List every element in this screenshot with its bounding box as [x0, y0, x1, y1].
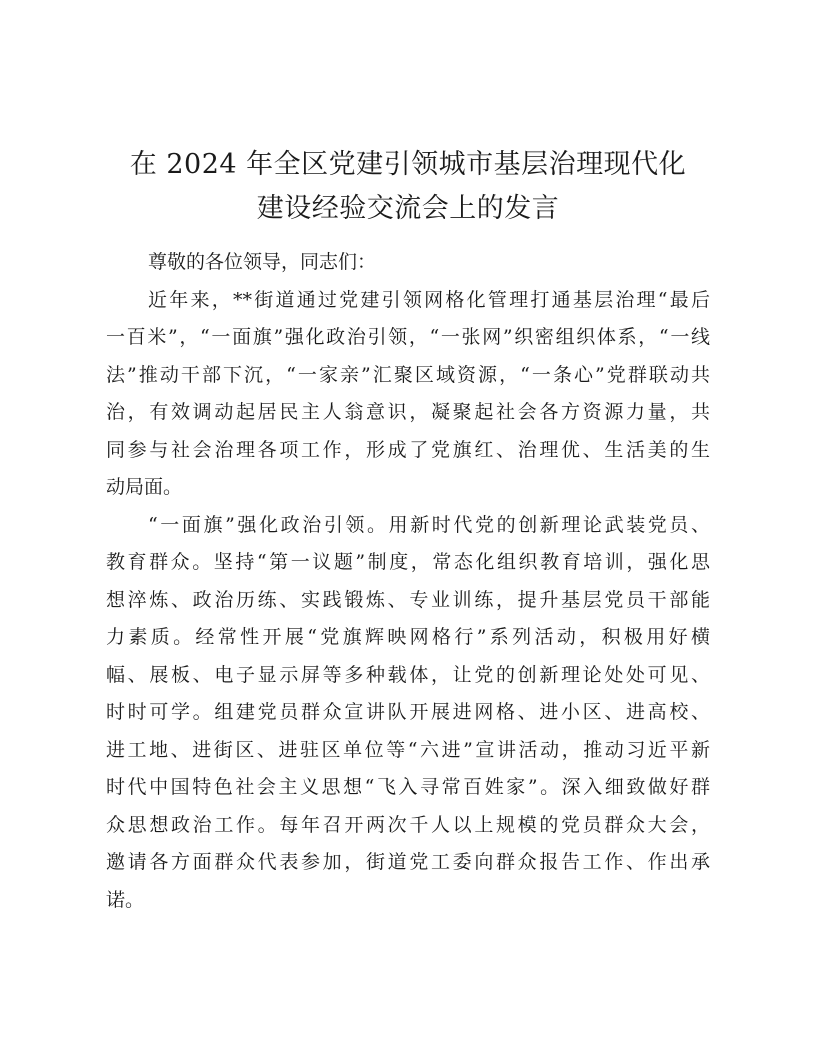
title-line-1: 在 2024 年全区党建引领城市基层治理现代化	[129, 149, 687, 180]
paragraph-line: 教育群众。坚持“第一议题”制度，常态化组织教育培训，强化思	[106, 551, 710, 573]
paragraph-line: 想淬炼、政治历练、实践锻炼、专业训练，提升基层党员干部能	[106, 588, 710, 611]
paragraph-line: 进工地、进街区、进驻区单位等“六进”宣讲活动，推动习近平新	[106, 738, 710, 761]
paragraph-line: 力素质。经常性开展“党旗辉映网格行”系列活动，积极用好横	[106, 626, 710, 648]
paragraph-line: 诺。	[106, 888, 145, 911]
salutation-paragraph	[106, 244, 710, 282]
paragraph-political-leadership	[106, 507, 710, 920]
paragraph-line: 时代中国特色社会主义思想“飞入寻常百姓家”。深入细致做好群	[106, 776, 710, 798]
salutation: 尊敬的各位领导，同志们：	[148, 251, 377, 273]
paragraph-line: 众思想政治工作。每年召开两次千人以上规模的党员群众大会，	[106, 813, 710, 836]
paragraph-intro	[106, 282, 710, 507]
paragraph-line: 法”推动干部下沉，“一家亲”汇聚区域资源，“一条心”党群联动共	[106, 363, 710, 386]
paragraph-line: 动局面。	[106, 476, 183, 498]
paragraph-line: 同参与社会治理各项工作，形成了党旗红、治理优、生活美的生	[106, 438, 710, 461]
document-title	[100, 143, 716, 231]
paragraph-line: 幅、展板、电子显示屏等多种载体，让党的创新理论处处可见、	[106, 663, 710, 686]
paragraph-line: 一百米”，“一面旗”强化政治引领，“一张网”织密组织体系，“一线	[106, 326, 710, 348]
paragraph-line: 近年来，**街道通过党建引领网格化管理打通基层治理“最后	[148, 288, 710, 311]
paragraph-line: “一面旗”强化政治引领。用新时代党的创新理论武装党员、	[148, 513, 710, 536]
paragraph-line: 邀请各方面群众代表参加，街道党工委向群众报告工作、作出承	[106, 851, 710, 873]
title-line-2: 建设经验交流会上的发言	[256, 193, 560, 224]
paragraph-line: 治，有效调动起居民主人翁意识，凝聚起社会各方资源力量，共	[106, 401, 710, 423]
paragraph-line: 时时可学。组建党员群众宣讲队开展进网格、进小区、进高校、	[106, 701, 710, 723]
document-body	[106, 244, 710, 919]
